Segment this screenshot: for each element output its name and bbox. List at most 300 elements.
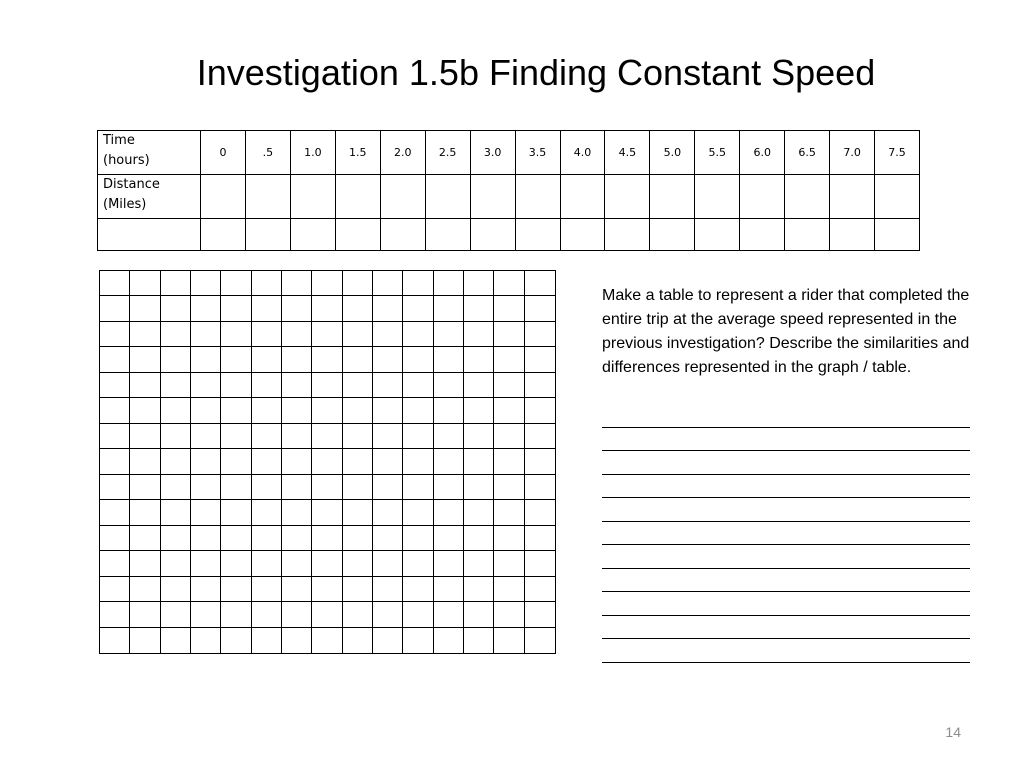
graph-cell[interactable] bbox=[464, 526, 494, 551]
graph-cell[interactable] bbox=[161, 551, 191, 576]
graph-cell[interactable] bbox=[130, 322, 160, 347]
time-value-cell: 1.5 bbox=[335, 131, 380, 175]
graph-cell[interactable] bbox=[494, 424, 524, 449]
graph-cell[interactable] bbox=[100, 398, 130, 423]
graph-cell[interactable] bbox=[525, 628, 555, 653]
graph-cell[interactable] bbox=[282, 373, 312, 398]
graph-cell[interactable] bbox=[221, 373, 251, 398]
graph-cell[interactable] bbox=[282, 628, 312, 653]
graph-cell[interactable] bbox=[191, 500, 221, 525]
graph-cell[interactable] bbox=[434, 475, 464, 500]
graph-cell[interactable] bbox=[312, 500, 342, 525]
graph-cell[interactable] bbox=[464, 347, 494, 372]
graph-cell[interactable] bbox=[434, 628, 464, 653]
blank-input-cell[interactable] bbox=[560, 219, 605, 251]
graph-cell[interactable] bbox=[373, 347, 403, 372]
graph-cell[interactable] bbox=[100, 577, 130, 602]
graph-cell[interactable] bbox=[343, 398, 373, 423]
graph-cell[interactable] bbox=[161, 424, 191, 449]
graph-cell[interactable] bbox=[161, 577, 191, 602]
graph-cell[interactable] bbox=[373, 424, 403, 449]
graph-cell[interactable] bbox=[403, 449, 433, 474]
graph-cell[interactable] bbox=[252, 551, 282, 576]
graph-cell[interactable] bbox=[343, 475, 373, 500]
graph-cell[interactable] bbox=[343, 526, 373, 551]
graph-cell[interactable] bbox=[343, 347, 373, 372]
graph-cell[interactable] bbox=[100, 322, 130, 347]
graph-cell[interactable] bbox=[343, 577, 373, 602]
graph-cell[interactable] bbox=[525, 347, 555, 372]
graph-cell[interactable] bbox=[161, 322, 191, 347]
graph-cell[interactable] bbox=[191, 296, 221, 321]
distance-row bbox=[98, 175, 920, 219]
graph-cell[interactable] bbox=[100, 551, 130, 576]
distance-input-cell[interactable] bbox=[875, 175, 920, 219]
graph-cell[interactable] bbox=[525, 551, 555, 576]
graph-cell[interactable] bbox=[252, 373, 282, 398]
graph-cell[interactable] bbox=[130, 577, 160, 602]
graph-cell[interactable] bbox=[312, 271, 342, 296]
graph-cell[interactable] bbox=[494, 628, 524, 653]
graph-cell[interactable] bbox=[494, 296, 524, 321]
time-value-cell: 7.0 bbox=[830, 131, 875, 175]
graph-cell[interactable] bbox=[525, 296, 555, 321]
graph-cell[interactable] bbox=[343, 271, 373, 296]
graph-cell[interactable] bbox=[494, 577, 524, 602]
time-value-cell: 6.0 bbox=[740, 131, 785, 175]
graph-cell[interactable] bbox=[494, 373, 524, 398]
graph-cell[interactable] bbox=[191, 602, 221, 627]
graph-cell[interactable] bbox=[221, 271, 251, 296]
graph-cell[interactable] bbox=[494, 526, 524, 551]
graph-cell[interactable] bbox=[130, 602, 160, 627]
graph-cell[interactable] bbox=[312, 373, 342, 398]
graph-cell[interactable] bbox=[252, 449, 282, 474]
distance-input-cell[interactable] bbox=[335, 175, 380, 219]
graph-cell[interactable] bbox=[312, 577, 342, 602]
blank-input-cell[interactable] bbox=[785, 219, 830, 251]
blank-input-cell[interactable] bbox=[650, 219, 695, 251]
distance-input-cell[interactable] bbox=[740, 175, 785, 219]
graph-cell[interactable] bbox=[100, 347, 130, 372]
distance-input-cell[interactable] bbox=[201, 175, 246, 219]
graph-cell[interactable] bbox=[312, 424, 342, 449]
graph-cell[interactable] bbox=[221, 628, 251, 653]
graph-cell[interactable] bbox=[403, 373, 433, 398]
graph-cell[interactable] bbox=[161, 296, 191, 321]
time-value-cell: 4.0 bbox=[560, 131, 605, 175]
graph-cell[interactable] bbox=[464, 296, 494, 321]
blank-input-cell[interactable] bbox=[740, 219, 785, 251]
answer-line[interactable] bbox=[602, 498, 970, 522]
graph-cell[interactable] bbox=[282, 398, 312, 423]
graph-cell[interactable] bbox=[161, 373, 191, 398]
answer-line[interactable] bbox=[602, 404, 970, 428]
graph-cell[interactable] bbox=[221, 551, 251, 576]
graph-cell[interactable] bbox=[282, 551, 312, 576]
graph-cell[interactable] bbox=[494, 398, 524, 423]
time-distance-table bbox=[97, 130, 920, 251]
time-value-cell: 2.5 bbox=[425, 131, 470, 175]
graph-cell[interactable] bbox=[191, 398, 221, 423]
graph-cell[interactable] bbox=[373, 577, 403, 602]
graph-cell[interactable] bbox=[100, 296, 130, 321]
graph-cell[interactable] bbox=[434, 577, 464, 602]
graph-cell[interactable] bbox=[525, 602, 555, 627]
graph-cell[interactable] bbox=[130, 551, 160, 576]
graph-cell[interactable] bbox=[464, 424, 494, 449]
graph-cell[interactable] bbox=[100, 373, 130, 398]
graph-cell[interactable] bbox=[464, 398, 494, 423]
graph-cell[interactable] bbox=[191, 475, 221, 500]
blank-input-cell[interactable] bbox=[605, 219, 650, 251]
graph-cell[interactable] bbox=[343, 628, 373, 653]
blank-input-cell[interactable] bbox=[245, 219, 290, 251]
graph-cell[interactable] bbox=[525, 449, 555, 474]
graph-cell[interactable] bbox=[312, 551, 342, 576]
graph-cell[interactable] bbox=[221, 398, 251, 423]
graph-cell[interactable] bbox=[403, 322, 433, 347]
graph-grid[interactable] bbox=[99, 270, 556, 654]
graph-cell[interactable] bbox=[343, 322, 373, 347]
blank-header-cell[interactable] bbox=[98, 219, 201, 251]
graph-cell[interactable] bbox=[525, 500, 555, 525]
graph-cell[interactable] bbox=[282, 271, 312, 296]
distance-input-cell[interactable] bbox=[380, 175, 425, 219]
time-header-cell bbox=[98, 131, 201, 175]
graph-cell[interactable] bbox=[373, 628, 403, 653]
graph-cell[interactable] bbox=[434, 602, 464, 627]
graph-cell[interactable] bbox=[403, 551, 433, 576]
time-value-cell: 6.5 bbox=[785, 131, 830, 175]
graph-cell[interactable] bbox=[403, 602, 433, 627]
graph-cell[interactable] bbox=[312, 398, 342, 423]
blank-input-cell[interactable] bbox=[875, 219, 920, 251]
graph-cell[interactable] bbox=[312, 347, 342, 372]
answer-line[interactable] bbox=[602, 569, 970, 593]
graph-cell[interactable] bbox=[464, 449, 494, 474]
time-row bbox=[98, 131, 920, 175]
graph-cell[interactable] bbox=[130, 296, 160, 321]
graph-cell[interactable] bbox=[221, 475, 251, 500]
graph-cell[interactable] bbox=[525, 526, 555, 551]
graph-cell[interactable] bbox=[494, 475, 524, 500]
graph-cell[interactable] bbox=[161, 500, 191, 525]
graph-cell[interactable] bbox=[312, 628, 342, 653]
graph-cell[interactable] bbox=[221, 296, 251, 321]
graph-cell[interactable] bbox=[464, 271, 494, 296]
answer-lines[interactable] bbox=[602, 404, 970, 663]
graph-cell[interactable] bbox=[373, 322, 403, 347]
graph-cell[interactable] bbox=[100, 424, 130, 449]
slide-title: Investigation 1.5b Finding Constant Speed bbox=[196, 52, 876, 93]
time-value-cell: .5 bbox=[245, 131, 290, 175]
graph-cell[interactable] bbox=[252, 271, 282, 296]
prompt-text: Make a table to represent a rider that completed the entire trip at the average speed represented in the previous investigation? Describe the similarities and differences represented in the graph / table. bbox=[602, 287, 970, 376]
graph-cell[interactable] bbox=[343, 373, 373, 398]
graph-cell[interactable] bbox=[373, 373, 403, 398]
answer-line[interactable] bbox=[602, 616, 970, 640]
graph-cell[interactable] bbox=[312, 475, 342, 500]
graph-cell[interactable] bbox=[403, 296, 433, 321]
distance-header-cell bbox=[98, 175, 201, 219]
graph-cell[interactable] bbox=[252, 602, 282, 627]
graph-cell[interactable] bbox=[191, 373, 221, 398]
blank-input-cell[interactable] bbox=[830, 219, 875, 251]
distance-input-cell[interactable] bbox=[470, 175, 515, 219]
answer-line[interactable] bbox=[602, 451, 970, 475]
distance-header-unit: (Miles) bbox=[103, 197, 147, 212]
graph-cell[interactable] bbox=[403, 577, 433, 602]
graph-cell[interactable] bbox=[434, 398, 464, 423]
graph-cell[interactable] bbox=[130, 526, 160, 551]
graph-cell[interactable] bbox=[525, 271, 555, 296]
graph-cell[interactable] bbox=[494, 449, 524, 474]
graph-cell[interactable] bbox=[252, 500, 282, 525]
graph-cell[interactable] bbox=[282, 347, 312, 372]
graph-cell[interactable] bbox=[434, 551, 464, 576]
graph-cell[interactable] bbox=[252, 398, 282, 423]
answer-line[interactable] bbox=[602, 475, 970, 499]
graph-cell[interactable] bbox=[403, 500, 433, 525]
graph-cell[interactable] bbox=[130, 628, 160, 653]
graph-cell[interactable] bbox=[191, 551, 221, 576]
graph-cell[interactable] bbox=[373, 296, 403, 321]
graph-cell[interactable] bbox=[100, 271, 130, 296]
blank-input-cell[interactable] bbox=[695, 219, 740, 251]
graph-cell[interactable] bbox=[161, 526, 191, 551]
graph-cell[interactable] bbox=[221, 347, 251, 372]
distance-input-cell[interactable] bbox=[830, 175, 875, 219]
graph-cell[interactable] bbox=[191, 526, 221, 551]
graph-cell[interactable] bbox=[525, 398, 555, 423]
graph-cell[interactable] bbox=[373, 271, 403, 296]
graph-cell[interactable] bbox=[161, 449, 191, 474]
graph-cell[interactable] bbox=[434, 373, 464, 398]
blank-input-cell[interactable] bbox=[290, 219, 335, 251]
graph-cell[interactable] bbox=[282, 602, 312, 627]
graph-cell[interactable] bbox=[434, 500, 464, 525]
graph-cell[interactable] bbox=[525, 424, 555, 449]
graph-cell[interactable] bbox=[282, 577, 312, 602]
graph-cell[interactable] bbox=[252, 322, 282, 347]
answer-line[interactable] bbox=[602, 592, 970, 616]
graph-cell[interactable] bbox=[464, 475, 494, 500]
graph-cell[interactable] bbox=[221, 322, 251, 347]
time-value-cell: 5.5 bbox=[695, 131, 740, 175]
blank-row bbox=[98, 219, 920, 251]
graph-cell[interactable] bbox=[434, 347, 464, 372]
graph-cell[interactable] bbox=[100, 500, 130, 525]
time-value-cell: 0 bbox=[201, 131, 246, 175]
time-value-cell: 7.5 bbox=[875, 131, 920, 175]
graph-cell[interactable] bbox=[373, 475, 403, 500]
graph-cell[interactable] bbox=[100, 628, 130, 653]
graph-cell[interactable] bbox=[100, 475, 130, 500]
graph-cell[interactable] bbox=[221, 449, 251, 474]
graph-cell[interactable] bbox=[252, 296, 282, 321]
time-value-cell: 3.0 bbox=[470, 131, 515, 175]
graph-cell[interactable] bbox=[494, 322, 524, 347]
blank-input-cell[interactable] bbox=[470, 219, 515, 251]
graph-cell[interactable] bbox=[403, 398, 433, 423]
graph-cell[interactable] bbox=[525, 322, 555, 347]
graph-cell[interactable] bbox=[191, 271, 221, 296]
graph-cell[interactable] bbox=[403, 475, 433, 500]
blank-input-cell[interactable] bbox=[425, 219, 470, 251]
graph-cell[interactable] bbox=[373, 551, 403, 576]
graph-cell[interactable] bbox=[221, 577, 251, 602]
graph-cell[interactable] bbox=[130, 347, 160, 372]
graph-cell[interactable] bbox=[434, 322, 464, 347]
answer-line[interactable] bbox=[602, 522, 970, 546]
graph-cell[interactable] bbox=[403, 271, 433, 296]
graph-cell[interactable] bbox=[130, 373, 160, 398]
graph-cell[interactable] bbox=[282, 500, 312, 525]
distance-input-cell[interactable] bbox=[560, 175, 605, 219]
graph-cell[interactable] bbox=[494, 500, 524, 525]
graph-cell[interactable] bbox=[221, 526, 251, 551]
graph-cell[interactable] bbox=[282, 475, 312, 500]
answer-line[interactable] bbox=[602, 639, 970, 663]
distance-input-cell[interactable] bbox=[425, 175, 470, 219]
graph-cell[interactable] bbox=[161, 271, 191, 296]
time-header-label: Time bbox=[103, 133, 135, 148]
distance-input-cell[interactable] bbox=[695, 175, 740, 219]
graph-cell[interactable] bbox=[373, 602, 403, 627]
graph-cell[interactable] bbox=[221, 500, 251, 525]
graph-cell[interactable] bbox=[252, 475, 282, 500]
graph-cell[interactable] bbox=[494, 602, 524, 627]
graph-cell[interactable] bbox=[525, 475, 555, 500]
blank-input-cell[interactable] bbox=[515, 219, 560, 251]
graph-cell[interactable] bbox=[191, 577, 221, 602]
distance-input-cell[interactable] bbox=[785, 175, 830, 219]
graph-cell[interactable] bbox=[100, 449, 130, 474]
blank-input-cell[interactable] bbox=[335, 219, 380, 251]
time-value-cell: 2.0 bbox=[380, 131, 425, 175]
graph-cell[interactable] bbox=[221, 602, 251, 627]
answer-line[interactable] bbox=[602, 545, 970, 569]
graph-cell[interactable] bbox=[252, 424, 282, 449]
graph-cell[interactable] bbox=[373, 526, 403, 551]
graph-cell[interactable] bbox=[343, 602, 373, 627]
graph-cell[interactable] bbox=[161, 602, 191, 627]
graph-cell[interactable] bbox=[252, 347, 282, 372]
graph-cell[interactable] bbox=[312, 449, 342, 474]
graph-cell[interactable] bbox=[282, 424, 312, 449]
graph-cell[interactable] bbox=[373, 449, 403, 474]
blank-input-cell[interactable] bbox=[380, 219, 425, 251]
graph-cell[interactable] bbox=[343, 296, 373, 321]
graph-cell[interactable] bbox=[525, 373, 555, 398]
graph-cell[interactable] bbox=[130, 475, 160, 500]
graph-cell[interactable] bbox=[434, 526, 464, 551]
graph-cell[interactable] bbox=[100, 602, 130, 627]
graph-cell[interactable] bbox=[403, 628, 433, 653]
graph-cell[interactable] bbox=[464, 577, 494, 602]
distance-input-cell[interactable] bbox=[605, 175, 650, 219]
graph-cell[interactable] bbox=[312, 526, 342, 551]
graph-cell[interactable] bbox=[464, 373, 494, 398]
page-number: 14 bbox=[945, 724, 961, 740]
graph-cell[interactable] bbox=[464, 551, 494, 576]
graph-cell[interactable] bbox=[464, 628, 494, 653]
graph-cell[interactable] bbox=[161, 628, 191, 653]
graph-cell[interactable] bbox=[373, 500, 403, 525]
graph-cell[interactable] bbox=[191, 424, 221, 449]
time-value-cell: 3.5 bbox=[515, 131, 560, 175]
graph-cell[interactable] bbox=[343, 500, 373, 525]
time-value-cell: 4.5 bbox=[605, 131, 650, 175]
graph-cell[interactable] bbox=[403, 347, 433, 372]
graph-cell[interactable] bbox=[282, 296, 312, 321]
graph-cell[interactable] bbox=[403, 526, 433, 551]
graph-cell[interactable] bbox=[161, 398, 191, 423]
graph-cell[interactable] bbox=[525, 577, 555, 602]
graph-cell[interactable] bbox=[191, 322, 221, 347]
graph-cell[interactable] bbox=[130, 424, 160, 449]
graph-cell[interactable] bbox=[130, 398, 160, 423]
graph-cell[interactable] bbox=[130, 500, 160, 525]
graph-cell[interactable] bbox=[282, 322, 312, 347]
graph-cell[interactable] bbox=[373, 398, 403, 423]
graph-cell[interactable] bbox=[252, 628, 282, 653]
graph-cell[interactable] bbox=[161, 475, 191, 500]
graph-cell[interactable] bbox=[130, 271, 160, 296]
graph-cell[interactable] bbox=[434, 271, 464, 296]
answer-line[interactable] bbox=[602, 428, 970, 452]
distance-input-cell[interactable] bbox=[650, 175, 695, 219]
distance-header-label: Distance bbox=[103, 177, 160, 192]
graph-cell[interactable] bbox=[343, 551, 373, 576]
graph-cell[interactable] bbox=[100, 526, 130, 551]
graph-cell[interactable] bbox=[282, 526, 312, 551]
graph-cell[interactable] bbox=[252, 577, 282, 602]
graph-cell[interactable] bbox=[434, 449, 464, 474]
graph-cell[interactable] bbox=[494, 347, 524, 372]
graph-cell[interactable] bbox=[221, 424, 251, 449]
graph-cell[interactable] bbox=[191, 628, 221, 653]
time-header-unit: (hours) bbox=[103, 153, 150, 168]
graph-cell[interactable] bbox=[312, 296, 342, 321]
graph-cell[interactable] bbox=[494, 551, 524, 576]
graph-cell[interactable] bbox=[191, 449, 221, 474]
graph-cell[interactable] bbox=[252, 526, 282, 551]
graph-cell[interactable] bbox=[343, 424, 373, 449]
distance-input-cell[interactable] bbox=[245, 175, 290, 219]
graph-cell[interactable] bbox=[434, 424, 464, 449]
graph-cell[interactable] bbox=[191, 347, 221, 372]
graph-cell[interactable] bbox=[312, 322, 342, 347]
blank-input-cell[interactable] bbox=[201, 219, 246, 251]
graph-cell[interactable] bbox=[434, 296, 464, 321]
distance-input-cell[interactable] bbox=[515, 175, 560, 219]
graph-cell[interactable] bbox=[130, 449, 160, 474]
graph-cell[interactable] bbox=[312, 602, 342, 627]
graph-cell[interactable] bbox=[403, 424, 433, 449]
time-value-cell: 1.0 bbox=[290, 131, 335, 175]
time-value-cell: 5.0 bbox=[650, 131, 695, 175]
distance-input-cell[interactable] bbox=[290, 175, 335, 219]
graph-cell[interactable] bbox=[464, 602, 494, 627]
graph-cell[interactable] bbox=[343, 449, 373, 474]
graph-cell[interactable] bbox=[464, 500, 494, 525]
graph-cell[interactable] bbox=[494, 271, 524, 296]
graph-cell[interactable] bbox=[282, 449, 312, 474]
graph-cell[interactable] bbox=[161, 347, 191, 372]
graph-cell[interactable] bbox=[464, 322, 494, 347]
